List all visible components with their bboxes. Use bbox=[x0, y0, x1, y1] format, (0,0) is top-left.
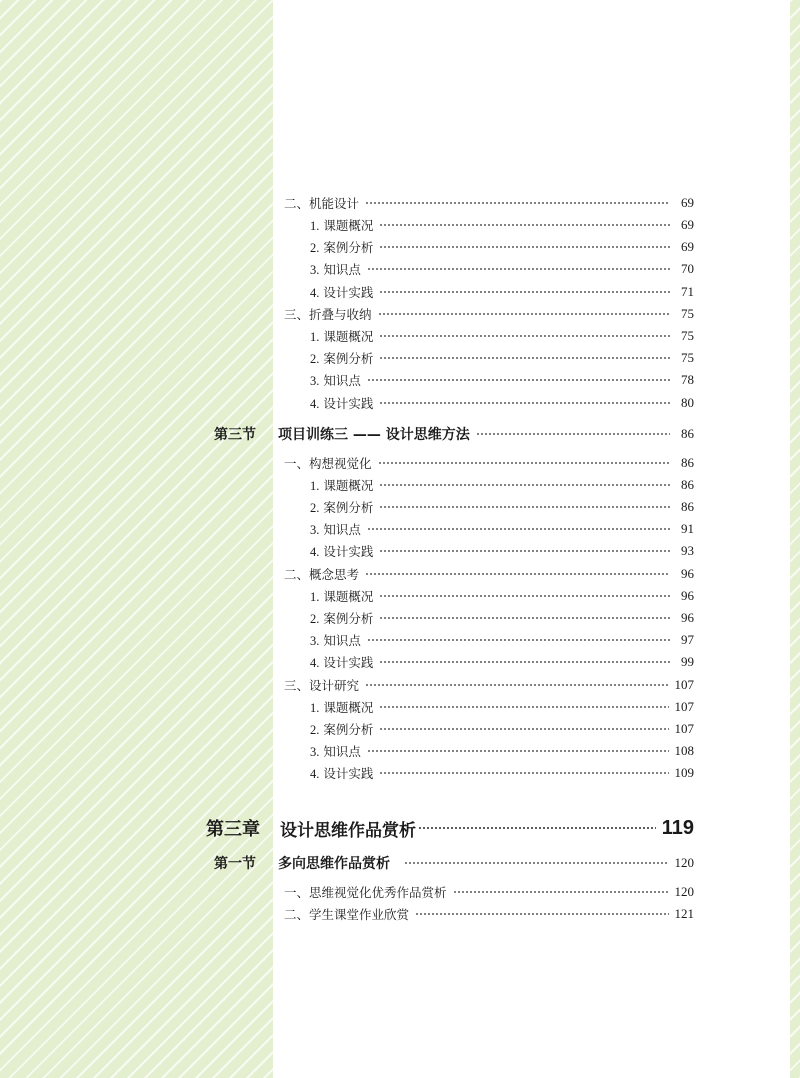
item-text: 课题概况 bbox=[323, 218, 374, 233]
toc-entry[interactable] bbox=[0, 392, 800, 414]
toc-page-number: 93 bbox=[681, 543, 694, 558]
dot-leader bbox=[379, 220, 670, 230]
toc-page-number: 120 bbox=[674, 884, 694, 899]
toc-chapter-heading[interactable] bbox=[0, 813, 800, 843]
item-number: 1. bbox=[310, 219, 320, 233]
dot-leader bbox=[365, 569, 670, 579]
item-text: 案例分析 bbox=[323, 722, 374, 737]
dot-leader bbox=[379, 353, 670, 363]
toc-page-number: 119 bbox=[661, 816, 694, 839]
item-text: 设计实践 bbox=[323, 655, 374, 670]
toc-entry-label bbox=[0, 653, 373, 671]
toc-entry[interactable] bbox=[0, 303, 800, 325]
item-text: 课题概况 bbox=[323, 329, 374, 344]
dot-leader bbox=[365, 198, 670, 208]
toc-entry-label bbox=[0, 327, 373, 345]
dot-leader bbox=[379, 480, 670, 490]
toc-entry[interactable] bbox=[0, 740, 800, 762]
dot-leader bbox=[378, 309, 670, 319]
toc-page-number: 99 bbox=[681, 654, 694, 669]
toc-entry-label bbox=[0, 283, 373, 301]
item-number: 3. bbox=[310, 523, 320, 537]
toc-entry-label: 二、机能设计 bbox=[284, 196, 360, 211]
toc-entry-label bbox=[0, 498, 373, 516]
item-number: 4. bbox=[310, 656, 320, 670]
section-number: 第一节 bbox=[214, 856, 256, 872]
toc-entry-label bbox=[0, 764, 373, 782]
toc-entry[interactable] bbox=[0, 585, 800, 607]
item-number: 2. bbox=[310, 723, 320, 737]
toc-entry[interactable] bbox=[0, 347, 800, 369]
toc-entry[interactable] bbox=[0, 651, 800, 673]
item-text: 知识点 bbox=[323, 744, 361, 759]
toc-entry-label: 二、概念思考 bbox=[284, 567, 360, 582]
dot-leader bbox=[379, 724, 668, 734]
dot-leader bbox=[367, 375, 670, 385]
toc-entry[interactable] bbox=[0, 607, 800, 629]
dot-leader bbox=[379, 657, 670, 667]
toc-entry-label bbox=[0, 238, 373, 256]
item-text: 知识点 bbox=[323, 522, 361, 537]
item-text: 设计实践 bbox=[323, 544, 374, 559]
toc-entry-label bbox=[0, 698, 373, 716]
toc-page-number: 80 bbox=[681, 395, 694, 410]
item-text: 设计实践 bbox=[323, 766, 374, 781]
toc-entry-label bbox=[0, 542, 373, 560]
toc-entry[interactable] bbox=[0, 518, 800, 540]
item-number: 3. bbox=[310, 745, 320, 759]
toc-page-number: 107 bbox=[674, 677, 694, 692]
dot-leader bbox=[367, 264, 670, 274]
item-text: 案例分析 bbox=[323, 500, 374, 515]
dot-leader bbox=[379, 287, 670, 297]
dot-leader bbox=[379, 768, 668, 778]
toc-entry-label bbox=[0, 349, 373, 367]
toc-page-number: 86 bbox=[681, 426, 694, 441]
toc-entry[interactable] bbox=[0, 762, 800, 784]
toc-entry[interactable] bbox=[0, 696, 800, 718]
toc-entry-label bbox=[0, 720, 373, 738]
toc-entry[interactable] bbox=[0, 903, 800, 925]
item-text: 知识点 bbox=[323, 373, 361, 388]
item-number: 2. bbox=[310, 241, 320, 255]
toc-page-number: 109 bbox=[674, 765, 694, 780]
toc-page-number: 69 bbox=[681, 195, 694, 210]
toc-entry[interactable] bbox=[0, 258, 800, 280]
toc-entry-label bbox=[0, 260, 361, 278]
toc-entry-label: 二、学生课堂作业欣赏 bbox=[284, 907, 410, 922]
item-text: 知识点 bbox=[323, 262, 361, 277]
toc-section-heading[interactable] bbox=[0, 423, 800, 445]
toc-entry[interactable] bbox=[0, 369, 800, 391]
dot-leader bbox=[379, 331, 670, 341]
item-number: 1. bbox=[310, 590, 320, 604]
toc-page-number: 96 bbox=[681, 566, 694, 581]
item-number: 2. bbox=[310, 612, 320, 626]
dot-leader bbox=[367, 635, 670, 645]
toc-page-number: 91 bbox=[681, 521, 694, 536]
dot-leader bbox=[367, 746, 669, 756]
item-number: 2. bbox=[310, 501, 320, 515]
toc-page-number: 121 bbox=[674, 906, 694, 921]
toc-entry-label bbox=[0, 216, 373, 234]
dot-leader bbox=[379, 591, 670, 601]
toc-entry[interactable] bbox=[0, 718, 800, 740]
toc-entry[interactable] bbox=[0, 563, 800, 585]
toc-page-number: 69 bbox=[681, 239, 694, 254]
toc-page-number: 86 bbox=[681, 499, 694, 514]
toc-entry[interactable] bbox=[0, 236, 800, 258]
toc-page-number: 107 bbox=[674, 721, 694, 736]
toc-page-number: 86 bbox=[681, 455, 694, 470]
item-text: 课题概况 bbox=[323, 700, 374, 715]
dot-leader bbox=[378, 458, 670, 468]
toc-entry-label: 三、折叠与收纳 bbox=[284, 307, 372, 322]
toc-entry[interactable] bbox=[0, 881, 800, 903]
toc-page-number: 86 bbox=[681, 477, 694, 492]
toc-entry-label bbox=[0, 476, 373, 494]
toc-page-number: 96 bbox=[681, 610, 694, 625]
toc-page-number: 70 bbox=[681, 261, 694, 276]
item-number: 4. bbox=[310, 545, 320, 559]
item-number: 3. bbox=[310, 263, 320, 277]
toc-entry-label bbox=[0, 394, 373, 412]
toc-page-number: 69 bbox=[681, 217, 694, 232]
dot-leader bbox=[379, 546, 670, 556]
toc-page-number: 75 bbox=[681, 350, 694, 365]
item-text: 设计实践 bbox=[323, 285, 374, 300]
dot-leader bbox=[379, 502, 670, 512]
toc-page-number: 97 bbox=[681, 632, 694, 647]
toc-page-number: 108 bbox=[674, 743, 694, 758]
chapter-title: 设计思维作品赏析 bbox=[280, 820, 416, 841]
toc-entry[interactable] bbox=[0, 474, 800, 496]
dot-leader bbox=[415, 909, 668, 919]
toc-entry[interactable] bbox=[0, 629, 800, 651]
toc-entry[interactable] bbox=[0, 452, 800, 474]
item-text: 案例分析 bbox=[323, 611, 374, 626]
item-number: 1. bbox=[310, 330, 320, 344]
dot-leader bbox=[379, 398, 670, 408]
dot-leader bbox=[453, 887, 669, 897]
section-title: 多向思维作品赏析 bbox=[278, 856, 390, 872]
toc-entry-label bbox=[0, 609, 373, 627]
toc-entry-label bbox=[0, 371, 361, 389]
item-number: 3. bbox=[310, 634, 320, 648]
toc-entry[interactable] bbox=[0, 674, 800, 696]
toc-entry[interactable] bbox=[0, 496, 800, 518]
section-title: 项目训练三 —— 设计思维方法 bbox=[278, 427, 470, 443]
item-number: 2. bbox=[310, 352, 320, 366]
dot-leader bbox=[379, 702, 668, 712]
toc-page-number: 107 bbox=[674, 699, 694, 714]
dot-leader bbox=[365, 680, 668, 690]
toc-page-number: 71 bbox=[681, 284, 694, 299]
toc-entry-label: 三、设计研究 bbox=[284, 678, 360, 693]
dot-leader bbox=[367, 524, 670, 534]
item-text: 案例分析 bbox=[323, 351, 374, 366]
item-number: 3. bbox=[310, 374, 320, 388]
dot-leader bbox=[476, 429, 670, 439]
item-number: 1. bbox=[310, 479, 320, 493]
item-text: 案例分析 bbox=[323, 240, 374, 255]
toc-entry-label: 一、思维视觉化优秀作品赏析 bbox=[284, 885, 447, 900]
toc-entry-label bbox=[0, 520, 361, 538]
toc-section-heading[interactable] bbox=[0, 852, 800, 874]
item-text: 课题概况 bbox=[323, 478, 374, 493]
dot-leader bbox=[418, 823, 656, 833]
toc-entry-label: 一、构想视觉化 bbox=[284, 456, 372, 471]
item-text: 课题概况 bbox=[323, 589, 374, 604]
toc-entry-label bbox=[0, 587, 373, 605]
dot-leader bbox=[404, 858, 669, 868]
item-text: 知识点 bbox=[323, 633, 361, 648]
item-number: 4. bbox=[310, 397, 320, 411]
item-number: 4. bbox=[310, 767, 320, 781]
toc-page-number: 78 bbox=[681, 372, 694, 387]
item-text: 设计实践 bbox=[323, 396, 374, 411]
toc-page-number: 120 bbox=[674, 855, 694, 870]
toc-entry[interactable] bbox=[0, 214, 800, 236]
toc-entry[interactable] bbox=[0, 281, 800, 303]
item-number: 4. bbox=[310, 286, 320, 300]
toc-page-number: 96 bbox=[681, 588, 694, 603]
item-number: 1. bbox=[310, 701, 320, 715]
section-number: 第三节 bbox=[214, 427, 256, 443]
toc-page-number: 75 bbox=[681, 306, 694, 321]
chapter-number: 第三章 bbox=[206, 819, 260, 840]
toc-entry-label bbox=[0, 742, 361, 760]
dot-leader bbox=[379, 613, 670, 623]
toc-page-number: 75 bbox=[681, 328, 694, 343]
toc-entry[interactable] bbox=[0, 540, 800, 562]
toc-entry[interactable] bbox=[0, 192, 800, 214]
dot-leader bbox=[379, 242, 670, 252]
toc-entry-label bbox=[0, 631, 361, 649]
toc-entry[interactable] bbox=[0, 325, 800, 347]
